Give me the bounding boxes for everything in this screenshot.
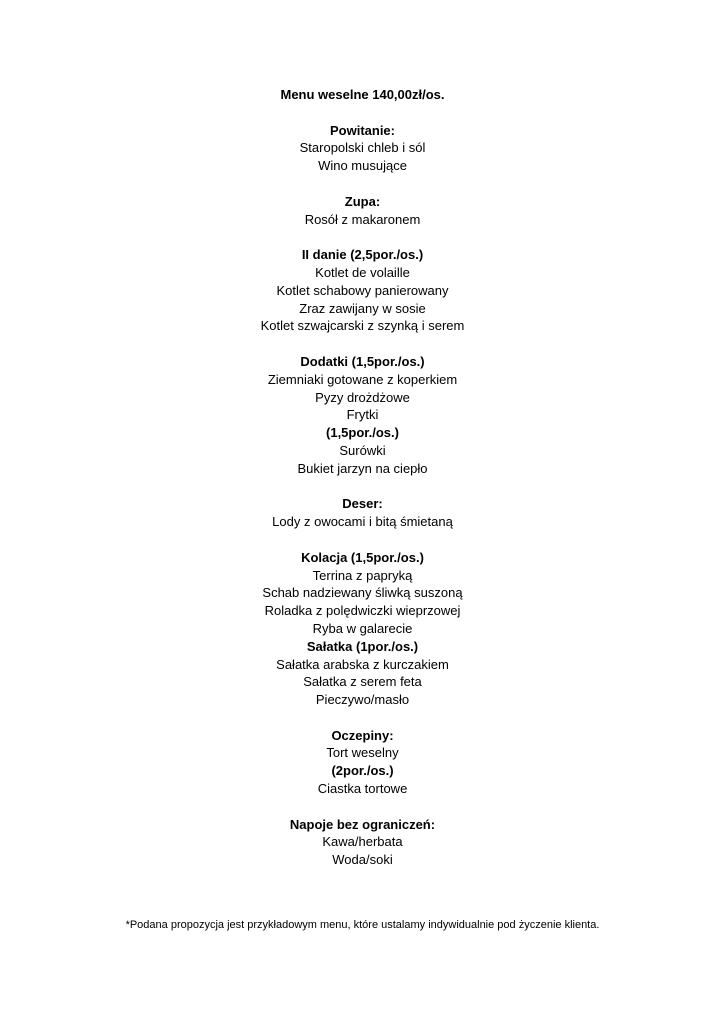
menu-item: Sałatka z serem feta: [303, 674, 422, 690]
section-heading-dessert: Deser:: [342, 496, 383, 512]
menu-item: Zraz zawijany w sosie: [299, 300, 426, 316]
spacer: [0, 709, 725, 727]
menu-item: Rosół z makaronem: [304, 211, 421, 227]
menu-item: Pieczywo/masło: [315, 692, 410, 708]
menu-item: Staropolski chleb i sól: [299, 140, 426, 156]
menu-item: Ryba w galarecie: [312, 620, 413, 636]
menu-item: Lody z owocami i bitą śmietaną: [272, 514, 453, 530]
footnote: *Podana propozycja jest przykładowym menu, które ustalamy indywidualnie pod życzenie klienta.: [125, 919, 600, 931]
section-heading-oczepiny: Oczepiny:: [331, 727, 394, 743]
spacer: [0, 228, 725, 246]
menu-item: Kawa/herbata: [322, 834, 403, 850]
menu-item: Terrina z papryką: [312, 567, 413, 583]
menu-item: Wino musujące: [318, 158, 407, 174]
menu-item: Roladka z polędwiczki wieprzowej: [264, 603, 461, 619]
spacer: [0, 531, 725, 549]
menu-content: [0, 86, 725, 869]
menu-item: Bukiet jarzyn na ciepło: [297, 460, 428, 476]
menu-item: Surówki: [339, 442, 386, 458]
menu-item: Ziemniaki gotowane z koperkiem: [267, 371, 458, 387]
section-heading-soup: Zupa:: [344, 193, 381, 209]
menu-item: Kotlet szwajcarski z szynką i serem: [260, 318, 465, 334]
section-heading-sides: Dodatki (1,5por./os.): [300, 353, 425, 369]
section-heading-welcome: Powitanie:: [329, 122, 395, 138]
menu-item: Ciastka tortowe: [317, 781, 408, 797]
section-subheading-salad: Sałatka (1por./os.): [306, 638, 419, 654]
menu-item: Kotlet de volaille: [315, 264, 410, 280]
section-heading-supper: Kolacja (1,5por./os.): [301, 549, 424, 565]
spacer: [0, 335, 725, 353]
section-heading-main-course: II danie (2,5por./os.): [301, 247, 424, 263]
menu-item: Sałatka arabska z kurczakiem: [276, 656, 449, 672]
spacer: [0, 478, 725, 496]
menu-item: Kotlet schabowy panierowany: [276, 282, 449, 298]
menu-item: Schab nadziewany śliwką suszoną: [262, 585, 463, 601]
spacer: [0, 798, 725, 816]
section-subheading-sides: (1,5por./os.): [326, 425, 399, 441]
menu-item: Tort weselny: [326, 745, 399, 761]
spacer: [0, 175, 725, 193]
spacer: [0, 104, 725, 122]
menu-item: Woda/soki: [332, 852, 393, 868]
menu-item: Pyzy drożdżowe: [315, 389, 410, 405]
section-heading-drinks: Napoje bez ograniczeń:: [289, 816, 436, 832]
section-subheading-oczepiny: (2por./os.): [331, 763, 394, 779]
menu-title: Menu weselne 140,00zł/os.: [280, 87, 445, 102]
menu-item: Frytki: [346, 407, 379, 423]
